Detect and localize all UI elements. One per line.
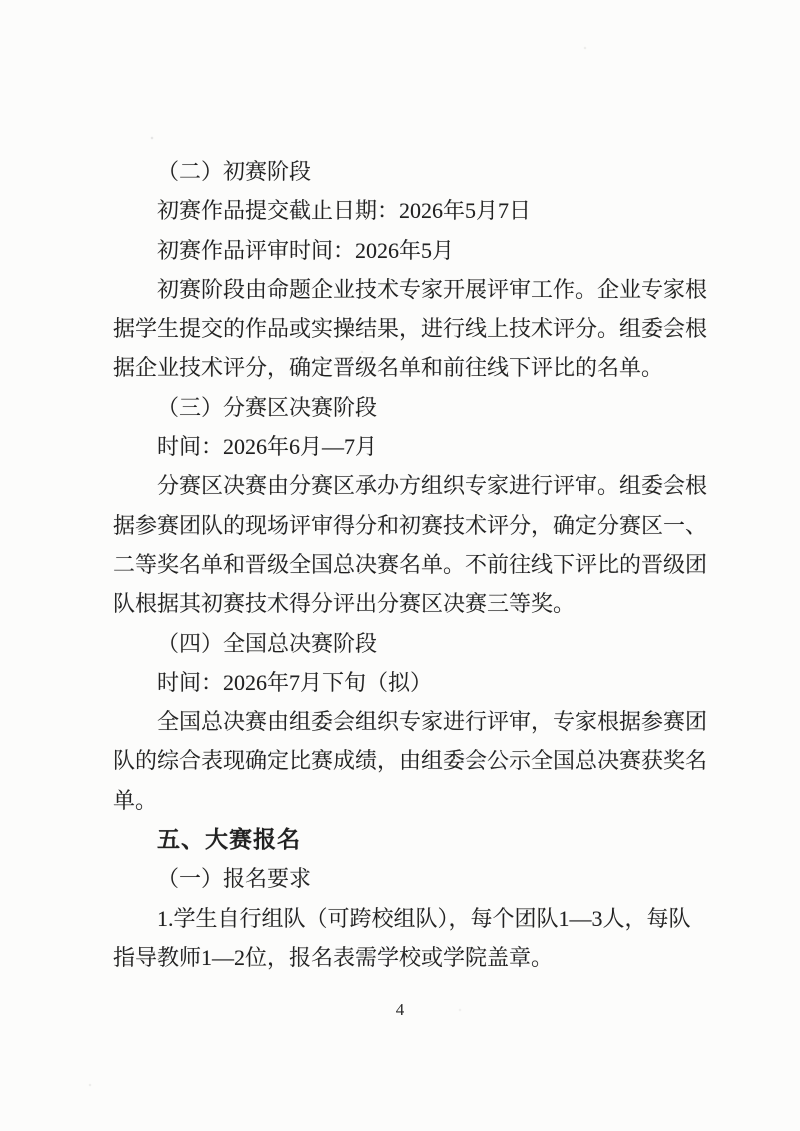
text-line: 据企业技术评分，确定晋级名单和前往线下评比的名单。 <box>113 355 664 381</box>
text-line-national-final-time: 时间：2026年7月下旬（拟） <box>157 669 433 695</box>
document-body <box>113 152 719 977</box>
text-line: 据学生提交的作品或实操结果，进行线上技术评分。组委会根 <box>113 316 708 342</box>
section-heading-national-final-stage: （四）全国总决赛阶段 <box>157 630 378 656</box>
text-line: 全国总决赛由组委会组织专家进行评审，专家根据参赛团 <box>157 709 708 735</box>
text-line: 二等奖名单和晋级全国总决赛名单。不前往线下评比的晋级团 <box>113 551 708 577</box>
text-line: 队的综合表现确定比赛成绩，由组委会公示全国总决赛获奖名 <box>113 748 708 774</box>
text-line: 单。 <box>113 787 158 813</box>
text-line: 初赛阶段由命题企业技术专家开展评审工作。企业专家根 <box>157 276 708 302</box>
text-line: 据参赛团队的现场评审得分和初赛技术评分，确定分赛区一、 <box>113 512 708 538</box>
text-line: 1.学生自行组队（可跨校组队），每个团队1—3人，每队 <box>157 905 691 931</box>
text-line: 分赛区决赛由分赛区承办方组织专家进行评审。组委会根 <box>157 473 708 499</box>
text-line: 队根据其初赛技术得分评出分赛区决赛三等奖。 <box>113 591 576 617</box>
text-line-submission-deadline: 初赛作品提交截止日期：2026年5月7日 <box>157 198 532 224</box>
section-heading-regional-final-stage: （三）分赛区决赛阶段 <box>157 394 378 420</box>
chapter-heading-registration: 五、大赛报名 <box>157 826 301 853</box>
page-number: 4 <box>395 1000 405 1019</box>
text-line-review-time: 初赛作品评审时间：2026年5月 <box>157 237 455 263</box>
text-line: 指导教师1—2位，报名表需学校或学院盖章。 <box>113 944 554 970</box>
section-heading-preliminary-stage: （二）初赛阶段 <box>157 159 312 184</box>
section-heading-registration-requirements: （一）报名要求 <box>157 866 312 892</box>
text-line-regional-final-time: 时间：2026年6月—7月 <box>157 434 378 460</box>
